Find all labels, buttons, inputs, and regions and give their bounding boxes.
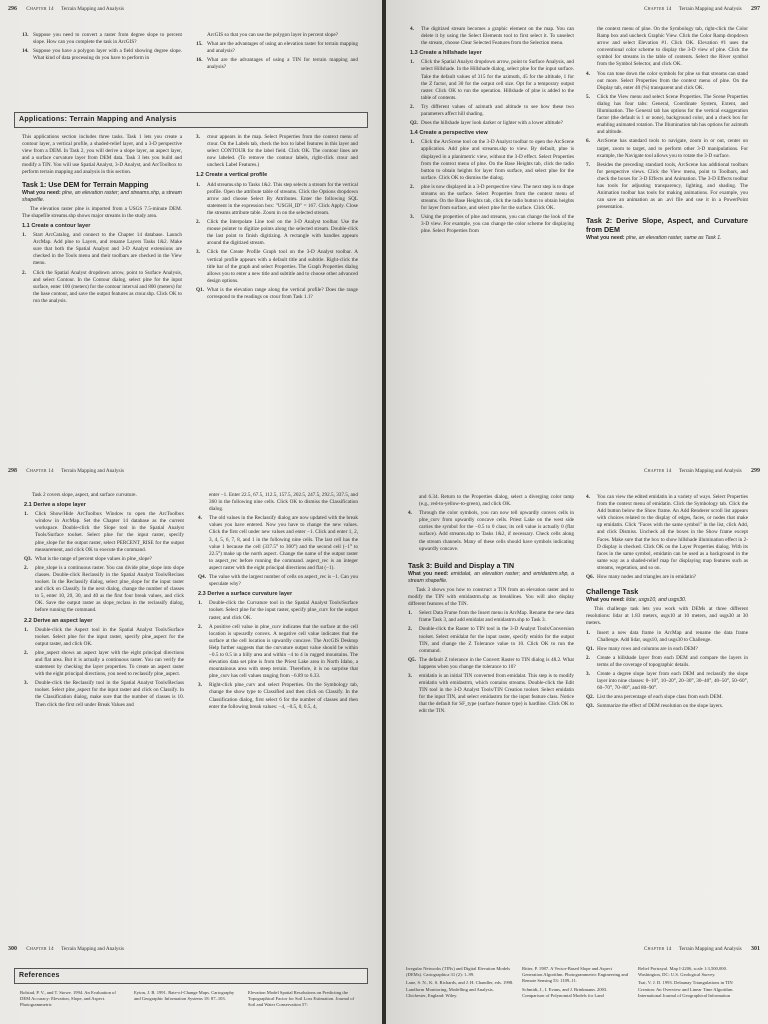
step-text: plne is now displayed in a 3-D perspective view. The next step is to drape streams on the surface. Select Properties from the context menu of streams. On the Base Heights tab, click the radio button to obtain heights for layer from surface, and select plne for the surface. Click OK. bbox=[421, 183, 574, 212]
question-number: Q3. bbox=[586, 703, 594, 710]
review-question-text: ArcGIS so that you can use the polygon layer in percent slope? bbox=[207, 32, 338, 38]
step bbox=[410, 214, 574, 235]
step bbox=[22, 232, 182, 267]
page-300 bbox=[0, 928, 382, 1024]
review-question bbox=[196, 41, 358, 55]
task2-title: Task 2: Derive Slope, Aspect, and Curvature from DEM bbox=[586, 216, 748, 235]
spread-pages-300-301 bbox=[0, 928, 768, 1024]
step-number: 2. bbox=[408, 626, 412, 633]
step-number: 4. bbox=[586, 70, 590, 77]
question bbox=[408, 657, 574, 671]
question bbox=[586, 646, 748, 653]
review-question-text: Suppose you have a polygon layer with a field showing degree slope. What kind of data processing do you have to perform in bbox=[33, 48, 182, 62]
task1-desc: The elevation raster plne is imported from a USGS 7.5-minute DEM. The shapefile streams.shp shows major streams in the study area. bbox=[22, 205, 182, 219]
review-question-number: 16. bbox=[196, 57, 203, 64]
step bbox=[198, 600, 358, 621]
step-text: Double-click the Aspect tool in the Spatial Analyst Tools/Surface toolset. Select plne for the input raster, specify plne_aspect for the output raster, and click OK. bbox=[35, 626, 184, 647]
step bbox=[586, 630, 748, 644]
page-number: 297 bbox=[751, 6, 760, 12]
step bbox=[586, 71, 748, 92]
step bbox=[586, 655, 748, 669]
step-number: 2. bbox=[196, 219, 200, 226]
spread-pages-296-297 bbox=[0, 0, 768, 478]
step-number: 1. bbox=[410, 139, 414, 146]
step-number: 3. bbox=[410, 214, 414, 221]
step-number: 3. bbox=[196, 249, 200, 256]
question-number: Q2. bbox=[410, 120, 418, 127]
step-number: 6. bbox=[586, 138, 590, 145]
question bbox=[198, 574, 358, 588]
step-number: 4. bbox=[408, 510, 412, 517]
step-number: 1. bbox=[196, 181, 200, 188]
left-column bbox=[410, 26, 574, 238]
question-number: Q6. bbox=[586, 574, 594, 581]
step-number: 5. bbox=[586, 93, 590, 100]
step-continuation: the context menu of plne. On the Symbology tab, right-click the Color Ramp box and uncheck Graphic View. Click the Color Ramp dropdown arrow and select Elevation #1. Click OK. Elevation #1 uses the conventional color scheme to display the 3-D view of plne. Click the symbol for streams in the table of contents. Select the River symbol from the Symbol Selector, and click OK. bbox=[597, 26, 748, 68]
step-text: Through the color symbols, you can now tell upwardly convex cells in plne_curv from upwardly concave cells. Priest Lake on the west side carries the symbol for the −0.5 to 0 class; its cell value is actually 0 (flat surface). Add streams.shp to Tasks 1&2, if necessary. Check cells along the stream channels. Many of these cells should have symbols indicating upwardly concave. bbox=[419, 510, 574, 552]
step bbox=[24, 511, 184, 554]
chapter-label: Chapter 14 bbox=[26, 946, 54, 952]
step-text: You can view the edited emidatin in a variety of ways. Select Properties from the context menu of emidatin. Click the Symbology tab. Click the Add button below the Show frame. An Add Renderer scroll list appears with choices related to the display of edges, faces, or nodes that make up emidatin. Click "Faces with the same symbol" in the list, click Add, and click Dismiss. Uncheck all the boxes in the Show frame except Faces. Make sure that the box to show hillshade illumination effect in 2-D display is checked. Click OK on the Layer Properties dialog. With its faces in the same symbol, emidatin can be used as a background in the same way as a shaded-relief map for displaying map features such as streams, vegetation, and so on. bbox=[597, 494, 748, 571]
step-text: Click the ArcScene tool on the 3-D Analyst toolbar to open the ArcScene application. Add plne and streams.shp to view. By default, plne is displayed in a planimetric view, without the 3-D effect. Select Properties from the context menu of plne. On the Base Heights tab, click the radio button to obtain heights for layer from surface, and select plne for the surface. Click OK to dismiss the dialog. bbox=[421, 139, 574, 181]
task1-need: What you need: plne, an elevation raster; and streams.shp, a stream shapefile. bbox=[22, 189, 182, 203]
chapter-label: Chapter 14 bbox=[644, 946, 672, 952]
step bbox=[198, 624, 358, 681]
step-number: 1. bbox=[408, 610, 412, 617]
challenge-need: What you need: lidar, usgs10, and usgs30. bbox=[586, 597, 687, 604]
reference-entry: Ritter, P. 1987. A Vector-Based Slope and Aspect Generation Algorithm. Photogrammetric Engineering and Remote Sensing 53: 1109–11. bbox=[522, 966, 629, 984]
step bbox=[586, 138, 748, 159]
step-continuation: and 6.34. Return to the Properties dialog, select a diverging color ramp (e.g., red-to-yellow-to-green), and click OK. bbox=[419, 494, 574, 508]
review-questions-col1 bbox=[22, 32, 182, 64]
review-question bbox=[196, 32, 358, 39]
reference-col2 bbox=[522, 966, 630, 999]
question-number: Q3. bbox=[24, 555, 32, 562]
review-question-number: 15. bbox=[196, 41, 203, 48]
step bbox=[24, 680, 184, 708]
right-column bbox=[198, 492, 358, 713]
page-296 bbox=[0, 0, 382, 478]
step-number: 4. bbox=[410, 26, 414, 32]
reference-entry: Irregular Networks (TINs) and Digital Elevation Models (DEMs). Cartographica 31 (2): 1–99. bbox=[406, 966, 511, 978]
page-299 bbox=[386, 458, 768, 928]
right-column bbox=[586, 494, 748, 712]
running-header bbox=[394, 6, 760, 18]
step-number: 2. bbox=[24, 649, 28, 656]
step bbox=[408, 610, 574, 624]
challenge-title: Challenge Task bbox=[586, 587, 639, 597]
step bbox=[24, 650, 184, 678]
step-text: plne_aspect shows an aspect layer with the eight principal directions and flat area. But it is actually a continuous raster. You can verify the statement by checking the layer properties. To create an aspect raster with the eight principal directions, you need to reclassify plne_aspect. bbox=[35, 649, 184, 678]
step-text: Click the Interpolate Line tool on the 3-D Analyst toolbar. Use the mouse pointer to digitize points along the selected stream. Double-click the last point to finish digitizing. A rectangle with handles appears around the digitized stream. bbox=[207, 219, 358, 247]
step-text: ArcScene has standard tools to navigate, zoom in or out, center on target, zoom to target, and to perform other 3-D manipulations. For example, the Navigate tool allows you to rotate the 3-D surface. bbox=[597, 138, 748, 159]
step-text: Try different values of azimuth and altitude to see how these two parameters affect hill shading. bbox=[421, 103, 574, 118]
step-continuation: enter −1. Enter 22.5, 67.5, 112.5, 157.5, 202.5, 247.5, 292.5, 337.5, and 360 in the following nine cells. Click OK to dismiss the Classification dialog. bbox=[209, 492, 358, 513]
step bbox=[408, 510, 574, 553]
step-number: 1. bbox=[24, 511, 28, 518]
question bbox=[586, 574, 748, 581]
step-text: Click the Create Profile Graph tool on the 3-D Analyst toolbar. A vertical profile appears with a default title and subtitle. Right-click the title bar of the graph and select Properties. The Graph Properties dialog allows you to enter a new title and subtitle and to choose other advanced design options. bbox=[207, 249, 358, 284]
step-number: 4. bbox=[198, 515, 202, 522]
step bbox=[410, 104, 574, 118]
step-number: 1. bbox=[410, 59, 414, 66]
reference-col3 bbox=[248, 990, 360, 1009]
running-header bbox=[394, 468, 760, 480]
references-banner: References bbox=[14, 968, 368, 984]
step bbox=[410, 26, 574, 47]
chapter-title: Terrain Mapping and Analysis bbox=[61, 6, 124, 12]
review-question-number: 14. bbox=[22, 48, 29, 55]
page-number: 299 bbox=[751, 468, 760, 474]
step-number: 1. bbox=[198, 600, 202, 607]
reference-entry: Schmidt, J., I. Evans, and J. Brinkmann. 2003. Comparison of Polynomial Models for Land bbox=[522, 986, 608, 998]
page-301 bbox=[386, 928, 768, 1024]
question-number: Q2. bbox=[586, 694, 594, 701]
running-header bbox=[8, 946, 374, 958]
review-question-text: What are the advantages of using a TIN for terrain mapping and analysis? bbox=[207, 57, 358, 71]
step bbox=[196, 219, 358, 247]
step bbox=[24, 627, 184, 648]
step-text: Click the Spatial Analyst dropdown arrow, point to Surface Analysis, and select Contour. In the Contour dialog, select plne for the input surface, enter 100 (meters) for the contour interval and 800 (meters) for the base contour, and save the output features as ctour.shp. Click OK to run the analysis. bbox=[33, 269, 182, 304]
step-number: 3. bbox=[198, 682, 202, 689]
question-number: Q1. bbox=[586, 645, 594, 652]
step bbox=[410, 139, 574, 182]
step-text: Click Show/Hide ArcToolbox Window to open the ArcToolbox window in ArcMap. Set the Chapter 14 database as the current workspace. Double-click the Slope tool in the Spatial Analyst Tools/Surface toolset. Select plne for the input raster, specify plne_slope for the output raster, select PERCENT_RISE for the output measurement, and click OK to execute the command. bbox=[35, 511, 184, 553]
review-question-text: What are the advantages of using an elevation raster for terrain mapping and analysis? bbox=[207, 41, 358, 55]
question bbox=[586, 694, 748, 701]
question bbox=[196, 287, 358, 301]
step-text: Add streams.shp to Tasks 1&2. This step selects a stream for the vertical profile. Open the attribute table of streams. Click the Options dropdown arrow and choose Select By Attributes. Enter the following SQL statement in the expression box: "USGH_ID" = 167. Click Apply. Close the streams attribute table. Zoom in on the selected stream. bbox=[207, 181, 358, 216]
reference-col2 bbox=[134, 990, 238, 1002]
review-question bbox=[196, 57, 358, 71]
right-column bbox=[586, 26, 748, 244]
step-text: Click the Spatial Analyst dropdown arrow, point to Surface Analysis, and select Hillshade. In the Hillshade dialog, select plne for the input surface. Take the default values of 315 for the azimuth, 45 for the altitude, 1 for the Z factor, and 30 for the output cell size. Opt for a temporary output raster. Click OK to run the operation. Hillshade of plne is added to the table of contents. bbox=[421, 59, 574, 101]
step-text: You can tone down the color symbols for plne so that streams can stand out more. Select Properties from the context menu of plne. On the Display tab, enter 40 (%) transparent and click OK. bbox=[597, 70, 748, 91]
chapter-label: Chapter 14 bbox=[26, 468, 54, 474]
step-number: 2. bbox=[24, 564, 28, 571]
reference-entry: Relief Portrayal. Map I-2206, scale 1:3,500,000. Washington, DC: U.S. Geological Survey. bbox=[638, 966, 728, 978]
reference-entry: Lane, S. N., K. S. Richards, and J. H. Chandler, eds. 1998. Landform Monitoring, Modelling and Analysis. Chichester, England: Wiley. bbox=[406, 980, 514, 998]
question-text: Summarize the effect of DEM resolution on the slope layers. bbox=[597, 703, 724, 710]
question-text: List the area percentage of each slope class from each DEM. bbox=[597, 694, 723, 701]
question-text: What is the elevation range along the vertical profile? Does the range correspond to the readings on ctour from Task 1.1? bbox=[207, 286, 358, 300]
section-1-2-title: 1.2 Create a vertical profile bbox=[196, 172, 268, 179]
step-text: Select Data Frame from the Insert menu in ArcMap. Rename the new data frame Task 3, and add emidalat and emidastrm.shp to Task 3. bbox=[419, 610, 574, 624]
review-question bbox=[22, 48, 182, 62]
step bbox=[196, 182, 358, 217]
step-text: Double-click the Curvature tool in the Spatial Analyst Tools/Surface toolset. Select plne for the input raster, specify plne_curv for the output raster, and click OK. bbox=[209, 600, 358, 621]
task3-title: Task 3: Build and Display a TIN bbox=[408, 560, 515, 570]
question bbox=[586, 703, 748, 710]
step-text: The digitized stream becomes a graphic element on the map. You can delete it by using the Select Elements tool to first select it. To unselect the stream, choose Clear Selected Features from the Selection menu. bbox=[421, 26, 574, 47]
page-number: 296 bbox=[8, 6, 17, 12]
page-number: 301 bbox=[751, 946, 760, 952]
section-2-2-title: 2.2 Derive an aspect layer bbox=[24, 617, 93, 624]
step bbox=[24, 565, 184, 615]
review-questions-col2 bbox=[196, 32, 358, 73]
step bbox=[196, 249, 358, 284]
chapter-title: Terrain Mapping and Analysis bbox=[678, 946, 742, 952]
section-2-1-title: 2.1 Derive a slope layer bbox=[24, 502, 86, 509]
chapter-label: Chapter 14 bbox=[644, 468, 672, 474]
step-number: 1. bbox=[24, 626, 28, 633]
task3-desc: Task 3 shows you how to construct a TIN from an elevation raster and to modify the TIN with emidastrm.shp as breaklines. You will also display different features of the TIN. bbox=[408, 586, 574, 608]
left-column bbox=[408, 494, 574, 718]
task2-need: What you need: plne, an elevation raster, same as Task 1. bbox=[586, 235, 722, 242]
step bbox=[196, 134, 358, 169]
step-text: Using the properties of plne and streams, you can change the look of the 3-D view. For example, you can change the color scheme for displaying plne. Select Properties from bbox=[421, 214, 574, 235]
spread-pages-298-299 bbox=[0, 458, 768, 928]
step-text: Double-click the Raster to TIN tool in the 3-D Analyst Tools/Conversion toolset. Select emidalat for the input raster, specify emitin for the output TIN, and change the Z Tolerance value to 10. Click OK to run the command. bbox=[419, 626, 574, 654]
step bbox=[410, 59, 574, 102]
running-header bbox=[8, 6, 374, 18]
step bbox=[586, 162, 748, 212]
chapter-title: Terrain Mapping and Analysis bbox=[61, 946, 124, 952]
reference-entry: Eyton, J. R. 1991. Rate-of-Change Maps. Cartography and Geographic Information Systems 18: 87–103. bbox=[134, 990, 235, 1002]
step-number: 3. bbox=[586, 670, 590, 677]
chapter-title: Terrain Mapping and Analysis bbox=[678, 468, 742, 474]
section-1-1-title: 1.1 Create a contour layer bbox=[22, 222, 91, 229]
step-text: Create a degree slope layer from each DEM and reclassify the slope layer into nine classes: 0–10°, 10–20°, 20–30°, 30–40°, 40–50°, 50–60°, 60–70°, 70–80°, and 80–90°. bbox=[597, 670, 748, 692]
task3-need: What you need: emidalat, an elevation raster; and emidastrm.shp, a stream shapefile. bbox=[408, 570, 575, 584]
question-number: Q4. bbox=[198, 574, 206, 581]
step bbox=[586, 94, 748, 137]
task1-title: Task 1: Use DEM for Terrain Mapping bbox=[22, 179, 149, 189]
reference-col1 bbox=[20, 990, 124, 1009]
step-number: 3. bbox=[196, 134, 200, 140]
running-header bbox=[394, 946, 760, 958]
question-text: How many rows and columns are in each DEM? bbox=[597, 645, 698, 652]
question-text: The value with the largest number of cells on aspect_rec is −1. Can you speculate why? bbox=[209, 574, 358, 588]
chapter-label: Chapter 14 bbox=[26, 6, 54, 12]
step-text: Start ArcCatalog, and connect to the Chapter 14 database. Launch ArcMap. Add plne to Layers, and rename Layers Tasks 1&2. Make sure that both the Spatial Analyst and 3-D Analyst extensions are checked in the Tools menu and their toolbars are checked in the View menu. bbox=[33, 232, 182, 267]
step-number: 3. bbox=[408, 672, 412, 679]
step-number: 2. bbox=[410, 103, 414, 110]
step-number: 1. bbox=[22, 232, 26, 239]
page-number: 300 bbox=[8, 946, 17, 952]
chapter-title: Terrain Mapping and Analysis bbox=[61, 468, 124, 474]
left-column bbox=[24, 492, 184, 711]
section-2-3-title: 2.3 Derive a surface curvature layer bbox=[198, 591, 293, 598]
step-text: ctour appears in the map. Select Properties from the context menu of ctour. On the Labels tab, check the box to label features in this layer and select CONTOUR for the label field. Click OK. The contour lines are now labeled. (To remove the contour labels, right-click ctour and uncheck Label Features.) bbox=[207, 134, 358, 169]
step-text: Create a hillshade layer from each DEM and compare the layers in terms of the coverage of topographic details. bbox=[597, 654, 748, 668]
step-number: 1. bbox=[586, 629, 590, 636]
reference-entry: Elevation Model Spatial Resolutions on Predicting the Topographical Factor for Soil Loss Estimation. Journal of Soil and Water Conservation 57: bbox=[248, 990, 355, 1008]
review-question-text: Suppose you need to convert a raster from degree slope to percent slope. How can you complete the task in ArcGIS? bbox=[33, 32, 182, 46]
question-text: What is the range of percent slope values in plne_slope? bbox=[35, 555, 152, 562]
section-1-3-title: 1.3 Create a hillshade layer bbox=[410, 50, 482, 57]
step bbox=[586, 494, 748, 572]
page-number: 298 bbox=[8, 468, 17, 474]
step bbox=[410, 184, 574, 212]
step-number: 7. bbox=[586, 161, 590, 168]
question-text: How many nodes and triangles are in emidatin? bbox=[597, 574, 696, 581]
left-column bbox=[22, 134, 182, 307]
page-298 bbox=[0, 458, 382, 928]
step-text: Click the View menu and select Scene Properties. The Scene Properties dialog has four tabs: General, Coordinate System, Extent, and Illumination. The General tab has options for the vertical exaggeration factor (the default is 1 or none), background color, and a check box for enabling animated rotation. The Illumination tab has options for azimuth and altitude. bbox=[597, 93, 748, 136]
reference-col3 bbox=[638, 966, 750, 999]
step bbox=[586, 671, 748, 692]
applications-intro: This applications section includes three tasks. Task 1 lets you create a contour layer, a vertical profile, a shaded-relief layer, and a 3-D perspective view from a DEM. In Task 2, you will derive a slope layer, an aspect layer, and a surface curvature layer from DEM data. Task 3 lets you build and modify a TIN. You will use Spatial Analyst, 3-D Analyst, and ArcToolbox to perform terrain mapping and analysis in this section. bbox=[22, 134, 182, 176]
review-question bbox=[22, 32, 182, 46]
step-number: 2. bbox=[22, 269, 26, 276]
question-number: Q1. bbox=[196, 286, 204, 293]
step-text: Right-click plne_curv and select Properties. On the Symbology tab, change the show type to Classified and then click on Classify. In the Classification dialog, first select 6 for the number of classes and then enter the following break values: −4, −0.5, 0, 0.5, 4, bbox=[209, 682, 358, 710]
step-number: 2. bbox=[586, 654, 590, 661]
reference-entry: Bolstad, P. V., and T. Stowe. 1994. An Evaluation of DEM Accuracy: Elevation, Slope, and Aspect. Photogrammetric bbox=[20, 990, 116, 1008]
right-column bbox=[196, 134, 358, 303]
step-text: The old values in the Reclassify dialog are now updated with the break values you have entered. Now you have to change the new values. Click the first cell under new values and enter −1. Click and enter 1, 2, 3, 4, 5, 6, 7, 8, and 1 in the following nine cells. The last cell has the value 1 because the cell (337.5° to 360°) and the second cell (−1° to 22.5°) make up the north aspect. Change the name of the output raster to aspect_rec before running the command. aspect_rec is an integer aspect raster with the eight principal directions and flat (−1). bbox=[209, 515, 358, 571]
step-text: plne_slope is a continuous raster. You can divide plne_slope into slope classes. Double-click Reclassify in the Spatial Analyst Tools/Reclass toolset. In the Reclassify dialog, select plne_slope for the input raster and click on Classify. In the next dialog, change the number of classes to 5, enter 10, 20, 30, and 40 as the first four break values, and click OK. Save the output raster as slope_reclass in the reclassify dialog, before running the command. bbox=[35, 564, 184, 614]
question-text: Does the hillshade layer look darker or lighter with a lower altitude? bbox=[421, 120, 563, 127]
step bbox=[22, 270, 182, 305]
step bbox=[408, 626, 574, 654]
task2-intro: Task 2 covers slope, aspect, and surface curvature. bbox=[32, 492, 137, 498]
applications-banner: Applications: Terrain Mapping and Analysis bbox=[14, 112, 368, 128]
question-number: Q5. bbox=[408, 656, 416, 663]
question-text: The default Z tolerance in the Convert Raster to TIN dialog is 48.2. What happens when you change the tolerance to 10? bbox=[419, 656, 574, 670]
running-header bbox=[8, 468, 374, 480]
step bbox=[198, 682, 358, 710]
question bbox=[24, 556, 184, 563]
question bbox=[410, 120, 574, 127]
chapter-title: Terrain Mapping and Analysis bbox=[678, 6, 742, 12]
step-text: Besides the preceding standard tools, ArcScene has additional toolbars for perspective views. Click the View menu, point to Toolbars, and check the boxes for 3-D Effects and Animation. The 3-D Effects toolbar has tools for adjusting transparency, lighting, and shading. The Animation toolbar has tools for making animations. For example, you can save an animation as an .avi file and use it in a PowerPoint presentation. bbox=[597, 161, 748, 211]
step bbox=[408, 673, 574, 716]
reference-entry: Tsai, V. J. D. 1993. Delaunay Triangulations in TIN Creation: An Overview and Linear Time Algorithm. International Journal of Geographical Information bbox=[638, 980, 734, 998]
reference-col1 bbox=[406, 966, 514, 999]
section-1-4-title: 1.4 Create a perspective view bbox=[410, 130, 488, 137]
step-number: 2. bbox=[198, 623, 202, 630]
chapter-label: Chapter 14 bbox=[644, 6, 672, 12]
review-question-number: 13. bbox=[22, 32, 29, 38]
step-number: 3. bbox=[24, 680, 28, 687]
challenge-desc: This challenge task lets you work with DEMs at three different resolutions: lidar at 1.83 meters, usgs10 at 10 meters, and usgs30 at 30 meters. bbox=[586, 606, 748, 627]
step-text: Double-click the Reclassify tool in the Spatial Analyst Tools/Reclass toolset. Select plne_aspect for the input raster and click on Classify. In the Classification dialog, make sure that the number of classes is 10. Then click the first cell under Break Values and bbox=[35, 680, 184, 708]
step-number: 2. bbox=[410, 183, 414, 190]
page-297 bbox=[386, 0, 768, 478]
step-number: 4. bbox=[586, 494, 590, 500]
step-text: emidatin is an initial TIN converted from emidalat. This step is to modify emidatin with emidastrm, which contains streams. Double-click the Edit TIN tool in the 3-D Analyst Tools/TIN Creation toolset. Select emidatin for the input TIN, and select emidastrm for the input feature class. Notice that the default for SF_type (surface feature type) is hardline. Click OK to edit the TIN. bbox=[419, 672, 574, 715]
step bbox=[198, 515, 358, 572]
step-text: A positive cell value in plne_curv indicates that the surface at the cell location is upwardly convex. A negative cell value indicates that the surface at the cell location is upwardly concave. The ArcGIS Desktop Help further suggests that the curvature output value should be within −0.5 to 0.5 in a hilly area and within −4 to 4 in rugged mountains. The elevation data set plne is from the Priest Lake area in North Idaho, a mountainous area with steep terrain. Therefore, it is no surprise that plne_curv has cell values ranging from −6.89 to 6.33. bbox=[209, 623, 358, 680]
step-text: Insert a new data frame in ArcMap and rename the data frame Challenge. Add lidar, usgs10, and usgs30 to Challenge. bbox=[597, 629, 748, 643]
